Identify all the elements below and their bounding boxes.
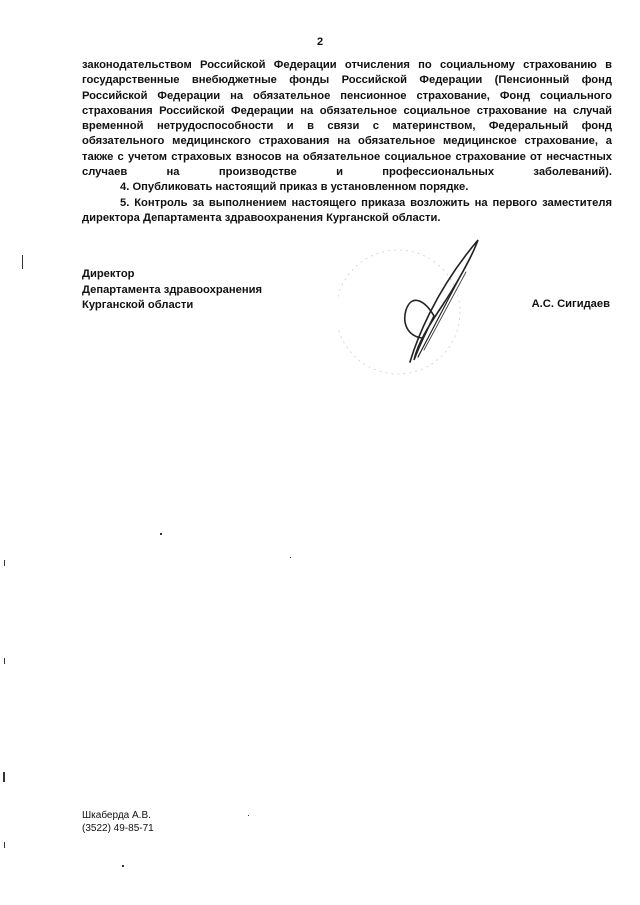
scan-speck	[4, 658, 5, 664]
page-number: 2	[316, 36, 324, 48]
paragraph-item-4: 4. Опубликовать настоящий приказ в установленном порядке.	[120, 181, 469, 194]
signer-title-line3: Курганской области	[82, 299, 194, 311]
signer-name: А.С. Сигидаев	[531, 298, 610, 310]
executor-phone: (3522) 49-85-71	[82, 823, 154, 834]
scan-speck	[22, 255, 23, 269]
handwritten-signature	[338, 232, 488, 382]
executor-name: Шкаберда А.В.	[82, 810, 151, 821]
executor-info	[82, 809, 154, 835]
scan-speck	[122, 865, 124, 867]
scan-speck	[4, 560, 5, 566]
scan-speck	[4, 842, 5, 848]
scan-speck	[248, 815, 249, 816]
scan-speck	[290, 557, 291, 558]
scan-speck	[160, 533, 162, 535]
signer-title-line2: Департамента здравоохранения	[82, 283, 263, 296]
document-body	[82, 58, 612, 226]
paragraph-continuation: законодательством Российской Федерации отчисления по социальному страхованию в государственные внебюджетные фонды Российской Федерации (Пенсионный фонд Российской Федерации на обязательное пенсионное страхование, Фонд социального страхования Российской Федерации на обязательное социальное страхование на случай временной нетрудоспособности и в связи с материнством, Федеральный фонд обязательного медицинского страхования на обязательное медицинское страхование, а также с учетом страховых взносов на обязательное социальное страхование от несчастных случаев на производстве и профессиональных заболеваний).	[82, 59, 612, 179]
signature-block	[82, 267, 262, 314]
signer-title-line1: Директор	[82, 268, 135, 280]
paragraph-item-5: 5. Контроль за выполнением настоящего приказа возложить на первого заместителя директора Департамента здравоохранения Курганской области.	[82, 196, 612, 224]
scan-speck	[3, 772, 5, 782]
